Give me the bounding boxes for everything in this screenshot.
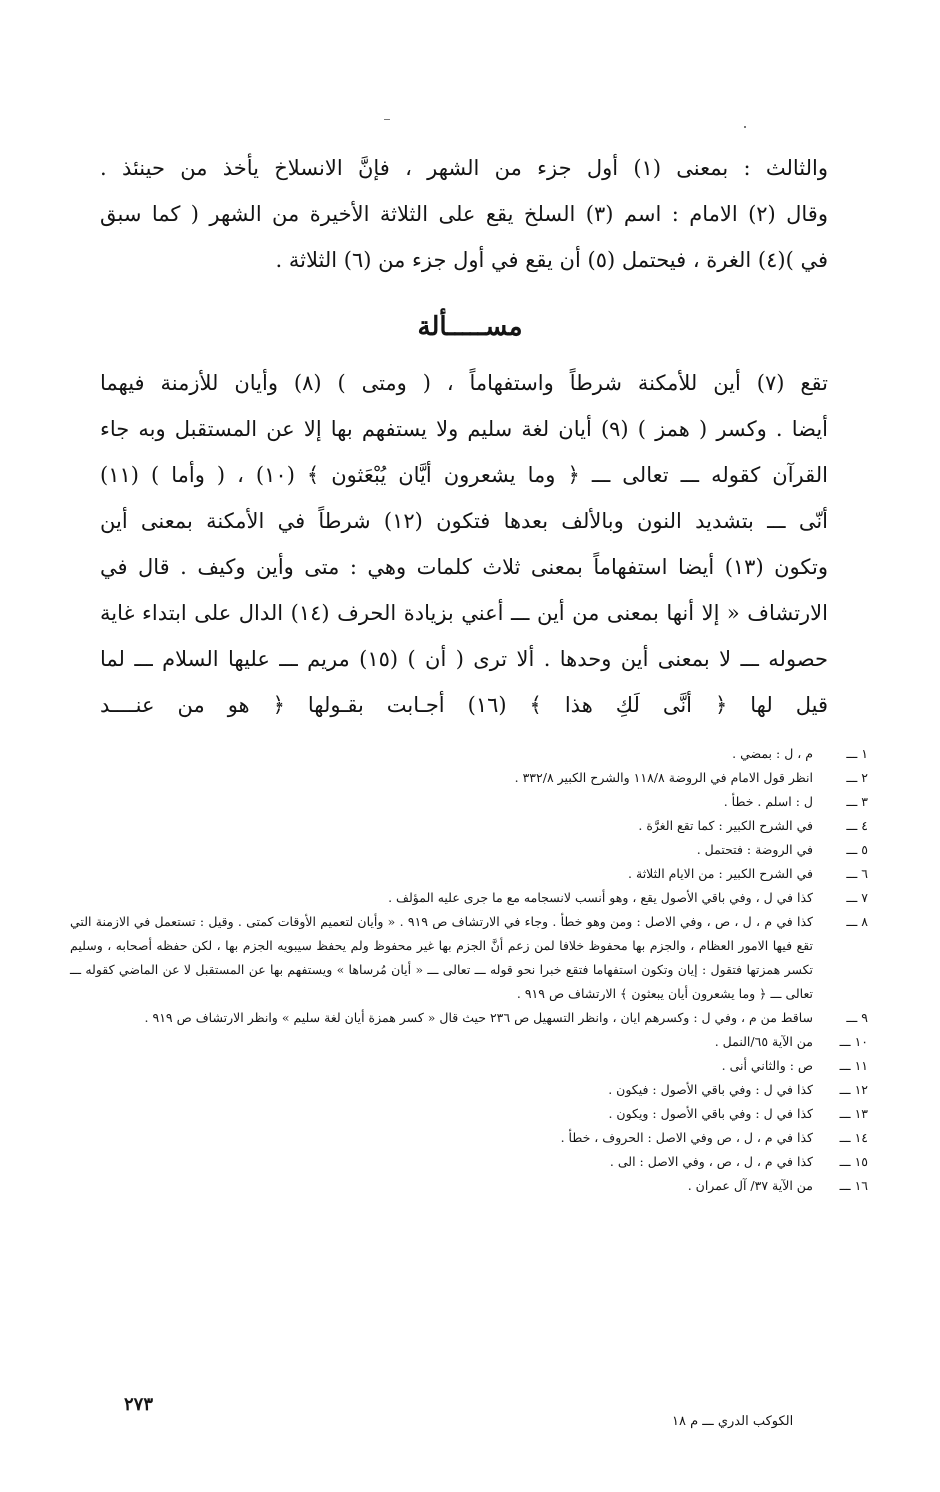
footnote [70, 910, 868, 1006]
footnote-text: كذا في م ، ل ، ص ، وفي الاصل : ومن وهو خطأ . وجاء في الارتشاف ص ٩١٩ . « وأيان لتعميم الأوقات كمتى . وقيل : تستعمل في الازمنة التي تقع فيها الامور العظام ، والجزم بها محفوظ خلافا لمن زعم أنَّ الجزم بها غير محفوظ ولم يحفظ سيبويه الجزم بها ، لكن حفظه أصحابه ، وسليم تكسر همزتها فتقول : إيان وتكون استفهاما فتقع خبرا نحو قوله ـــ تعالى ـــ « أيان مُرساها » ويستفهم بها عن المستقبل لا عن الماضي كقوله ـــ تعالى ـــ ﴿ وما يشعرون أيان يبعثون ﴾ الارتشاف ص ٩١٩ . [70, 914, 813, 1001]
footnote-text: كذا في م ، ل ، ص ، وفي الاصل : الى . [609, 1154, 813, 1169]
footnote-number: ١٦ ـــ [839, 1178, 868, 1193]
footnote-number: ٥ ـــ [846, 842, 868, 857]
text-line: والثالث : بمعنى (١) أول جزء من الشهر ، فإنَّ الانسلاخ يأخذ من حينئذ . [100, 156, 828, 180]
text-line: وتكون (١٣) أيضا استفهاماً بمعنى ثلاث كلمات وهي : متى وأين وكيف . قال في [100, 555, 828, 579]
text-line: تقع (٧) أين للأمكنة شرطاً واستفهاماً ، ( ومتى ) (٨) وأيان للأزمنة فيهما [100, 371, 828, 395]
text-line: في )(٤) الغرة ، فيحتمل (٥) أن يقع في أول جزء من (٦) الثلاثة . [275, 248, 828, 272]
footnotes [70, 742, 868, 1198]
footnote-text: من الآية ٦٥/النمل . [714, 1034, 813, 1049]
footnote-text: كذا في م ، ل ، ص وفي الاصل : الحروف ، خطأ . [560, 1130, 813, 1145]
text-line: أنّى ـــ بتشديد النون وبالألف بعدها فتكون (١٢) شرطاً في الأمكنة بمعنى أين [100, 509, 828, 533]
text-line: القرآن كقوله ـــ تعالى ـــ ﴿ وما يشعرون أيَّان يُبْعَثون ﴾ (١٠) ، ( وأما ) (١١) [100, 463, 828, 487]
footnote [70, 1030, 868, 1054]
footnote [70, 838, 868, 862]
footnote-number: ١ ـــ [846, 746, 868, 761]
footnote [70, 1150, 868, 1174]
footnote [70, 742, 868, 766]
footnote-text: في الروضة : فتحتمل . [696, 842, 813, 857]
text-line: وقال (٢) الامام : اسم (٣) السلخ يقع على الثلاثة الأخيرة من الشهر ( كما سبق [100, 202, 828, 226]
footnote [70, 1102, 868, 1126]
scan-mark [384, 119, 390, 120]
footnote-number: ٨ ـــ [846, 914, 868, 929]
main-paragraph [100, 360, 828, 728]
text-line: حصوله ـــ لا بمعنى أين وحدها . ألا ترى ( أن ) (١٥) مريم ـــ عليها السلام ـــ لما [100, 647, 828, 671]
footnote-text: كذا في ل ، وفي باقي الأصول يقع ، وهو أنسب لانسجامه مع ما جرى عليه المؤلف . [388, 890, 813, 905]
footnote-text: من الآية ٣٧/ آل عمران . [687, 1178, 813, 1193]
footnote-number: ١٣ ـــ [839, 1106, 868, 1121]
footnote-text: م ، ل : بمضي . [732, 746, 813, 761]
section-heading: مســـــألة [417, 312, 523, 342]
footnote [70, 862, 868, 886]
footnote-text: ل : اسلم . خطأ . [723, 794, 813, 809]
text-line: الارتشاف « إلا أنها بمعنى من أين ـــ أعني بزيادة الحرف (١٤) الدال على ابتداء غاية [100, 601, 828, 625]
footnote [70, 814, 868, 838]
footnote-text: كذا في ل : وفي باقي الأصول : ويكون . [608, 1106, 813, 1121]
running-footer: الكوكب الدري ـــ م ١٨ [672, 1414, 794, 1429]
footnote-text: ساقط من م ، وفي ل : وكسرهم ايان ، وانظر التسهيل ص ٢٣٦ حيث قال « كسر همزة أيان لغة سليم » وانظر الارتشاف ص ٩١٩ . [144, 1010, 813, 1025]
footnote-number: ٩ ـــ [846, 1010, 868, 1025]
footnote-number: ١٤ ـــ [839, 1130, 868, 1145]
footnote-text: في الشرح الكبير : كما تقع الغرَّة . [638, 818, 813, 833]
footnote-number: ١١ ـــ [839, 1058, 868, 1073]
footnote [70, 886, 868, 910]
footnote-text: في الشرح الكبير : من الايام الثلاثة . [628, 866, 813, 881]
intro-paragraph [100, 145, 828, 283]
footnote-number: ١٠ ـــ [839, 1034, 868, 1049]
footnote [70, 1174, 868, 1198]
footnote-number: ١٢ ـــ [839, 1082, 868, 1097]
footnote-text: انظر قول الامام في الروضة ١١٨/٨ والشرح الكبير ٣٣٢/٨ . [514, 770, 813, 785]
footnote-number: ١٥ ـــ [839, 1154, 868, 1169]
text-line: أيضا . وكسر ( همز ) (٩) أيان لغة سليم ولا يستفهم بها إلا عن المستقبل وبه جاء [100, 417, 828, 441]
footnote-number: ٣ ـــ [846, 794, 868, 809]
footnote [70, 790, 868, 814]
footnote [70, 1126, 868, 1150]
scan-mark [744, 126, 746, 128]
page-number: ٢٧٣ [124, 1394, 154, 1415]
footnote [70, 1054, 868, 1078]
footnote-text: ص : والثاني أنى . [721, 1058, 813, 1073]
text-line: قيل لها ﴿ أنَّى لَكِ هذا ﴾ (١٦) أجـابت بقـولها ﴿ هو من عنــــد [100, 693, 828, 717]
footnote-number: ٧ ـــ [846, 890, 868, 905]
footnote [70, 1006, 868, 1030]
footnote-number: ٤ ـــ [846, 818, 868, 833]
footnote [70, 766, 868, 790]
footnote-text: كذا في ل : وفي باقي الأصول : فيكون . [608, 1082, 813, 1097]
footnote [70, 1078, 868, 1102]
footnote-number: ٦ ـــ [846, 866, 868, 881]
footnote-number: ٢ ـــ [846, 770, 868, 785]
